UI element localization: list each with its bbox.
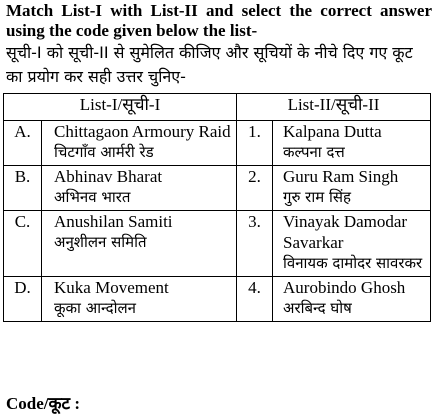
list1-item [42,166,237,211]
table-row [4,211,431,277]
list1-item-english: Anushilan Samiti [54,212,173,231]
code-label: Code/कूट : [6,394,81,413]
row-letter: D. [4,277,42,322]
row-letter: C. [4,211,42,277]
list1-item-hindi: अनुशीलन समिति [54,233,147,251]
row-number: 3. [237,211,273,277]
list2-item-english: Kalpana Dutta [283,122,382,141]
list2-item-hindi: कल्पना दत्त [283,143,345,161]
list2-header: List-II/सूची-II [237,94,431,121]
table-row [4,277,431,322]
list1-item [42,277,237,322]
list1-item-hindi: चिटगाँव आर्मरी रेड [54,143,154,161]
row-letter: B. [4,166,42,211]
list1-header: List-I/सूची-I [4,94,237,121]
list1-item-english: Kuka Movement [54,278,169,297]
table-row [4,121,431,166]
list1-item-english: Abhinav Bharat [54,167,163,186]
list2-item [273,277,431,322]
list2-item-hindi: अरबिन्द घोष [283,299,352,317]
list1-item-hindi: कूका आन्दोलन [54,299,137,317]
table-row [4,166,431,211]
list1-item-hindi: अभिनव भारत [54,188,131,206]
list1-item [42,211,237,277]
list1-item-english: Chittagaon Armoury Raid [54,122,231,141]
list2-item-english: Vinayak Damodar Savarkar [283,212,408,252]
list2-item-english: Guru Ram Singh [283,167,399,186]
question-text-hindi: सूची-I को सूची-II से सुमेलित कीजिए और सूचियों के नीचे दिए गए कूट का प्रयोग कर सही उत्तर चुनिए- [6,43,413,86]
row-number: 1. [237,121,273,166]
match-table [3,93,431,322]
row-number: 4. [237,277,273,322]
row-letter: A. [4,121,42,166]
question-text-english: Match List-I with List-II and select the correct answer using the code given below the list- [6,1,432,40]
list2-item-english: Aurobindo Ghosh [283,278,406,297]
row-number: 2. [237,166,273,211]
list2-item [273,211,431,277]
table-header-row [4,94,431,121]
list1-item [42,121,237,166]
list2-item-hindi: विनायक दामोदर सावरकर [283,254,423,272]
list2-item [273,121,431,166]
list2-item [273,166,431,211]
list2-item-hindi: गुरु राम सिंह [283,188,351,206]
